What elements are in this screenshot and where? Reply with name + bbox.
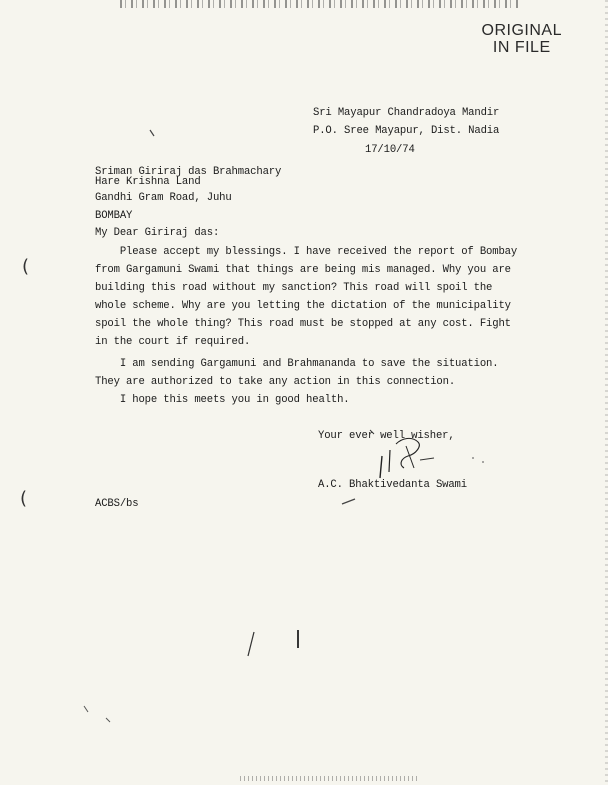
body-line: I am sending Gargamuni and Brahmananda to save the situation. (95, 358, 499, 370)
body-line: from Gargamuni Swami that things are being mis managed. Why you are (95, 264, 511, 276)
recipient-address-line-2: Gandhi Gram Road, Juhu (95, 192, 232, 204)
closing: Your ever well wisher, (318, 430, 455, 442)
sender-name: A.C. Bhaktivedanta Swami (318, 479, 467, 491)
handwritten-signature (368, 420, 438, 480)
stamp-line-1: ORIGINAL (481, 22, 562, 39)
reference-initials: ACBS/bs (95, 498, 139, 510)
letter-date: 17/10/74 (365, 144, 415, 156)
punch-hole-mark-lower: ( (20, 488, 28, 509)
sender-address-line-1: Sri Mayapur Chandradoya Mandir (313, 107, 500, 119)
scan-noise-top (120, 0, 520, 8)
scan-stroke-marks (244, 626, 304, 660)
body-line: I hope this meets you in good health. (95, 394, 350, 406)
body-line: Please accept my blessings. I have received the report of Bombay (95, 246, 518, 258)
body-line: whole scheme. Why are you letting the dictation of the municipality (95, 300, 511, 312)
recipient-city: BOMBAY (95, 210, 133, 222)
body-line: in the court if required. (95, 336, 251, 348)
stamp-line-2: IN FILE (492, 39, 551, 56)
salutation: My Dear Giriraj das: (95, 227, 220, 239)
scan-speck (80, 702, 120, 726)
sender-address-line-2: P.O. Sree Mayapur, Dist. Nadia (313, 125, 500, 137)
scan-noise-bottom (240, 776, 420, 781)
punch-hole-mark-upper: ( (22, 256, 30, 277)
scan-speck (340, 494, 358, 508)
recipient-address-line-1: Hare Krishna Land (95, 176, 201, 188)
body-line: spoil the whole thing? This road must be stopped at any cost. Fight (95, 318, 511, 330)
original-in-file-stamp (482, 22, 562, 56)
body-line: building this road without my sanction? This road will spoil the (95, 282, 493, 294)
scan-speck (470, 454, 490, 466)
body-line: They are authorized to take any action in this connection. (95, 376, 456, 388)
scan-speck (148, 128, 156, 138)
recipient-name: Sriman Giriraj das Brahmachary (95, 166, 282, 178)
